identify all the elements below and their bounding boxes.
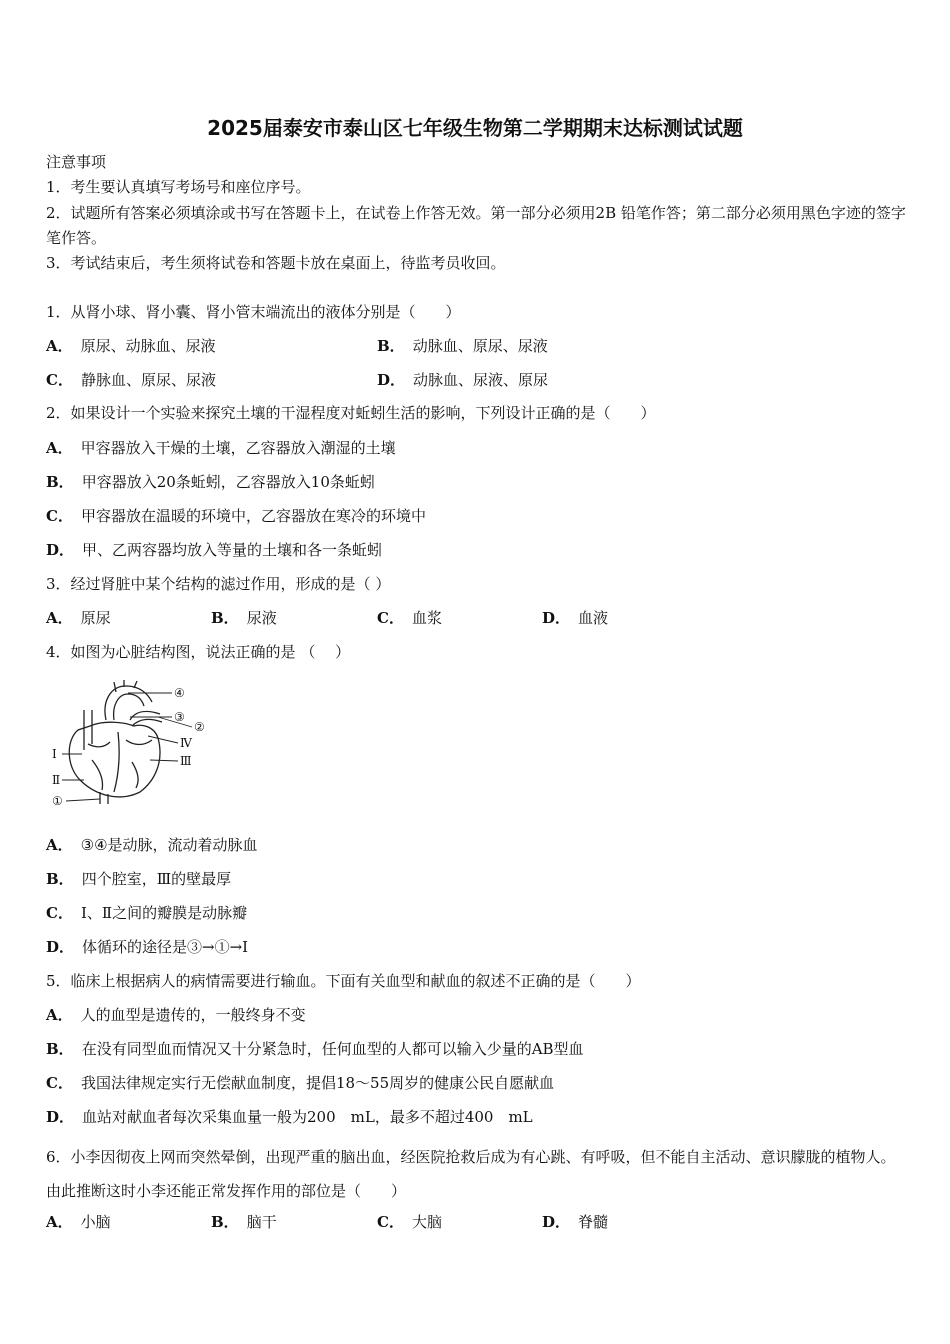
option-c — [46, 1072, 554, 1094]
option-text: ③④是动脉，流动着动脉血 — [80, 836, 258, 854]
option-b — [46, 868, 231, 890]
option-c — [377, 1211, 442, 1233]
option-text: 原尿、动脉血、尿液 — [80, 337, 216, 355]
option-text: 脑干 — [246, 1213, 277, 1231]
option-text: 在没有同型血而情况又十分紧急时，任何血型的人都可以输入少量的AB型血 — [81, 1040, 584, 1058]
option-label: D． — [377, 371, 406, 389]
heart-outline — [69, 722, 160, 797]
option-label: A． — [46, 439, 73, 457]
option-c — [46, 369, 216, 391]
option-label: C． — [46, 1074, 73, 1092]
option-text: 血浆 — [411, 609, 442, 627]
option-text: 动脉血、尿液、原尿 — [413, 371, 549, 389]
option-b — [211, 1211, 277, 1233]
notes-heading: 注意事项 — [46, 153, 107, 171]
option-label: C． — [46, 371, 73, 389]
option-text: 体循环的途径是③→①→Ⅰ — [82, 938, 249, 956]
option-d — [46, 1106, 533, 1128]
option-label: C． — [377, 1213, 404, 1231]
option-d — [46, 936, 248, 958]
option-label: B． — [211, 1213, 239, 1231]
option-a — [46, 1004, 306, 1026]
option-b — [46, 1038, 584, 1060]
option-a — [46, 1211, 111, 1233]
option-label: A． — [46, 1006, 73, 1024]
option-text: 原尿 — [80, 609, 111, 627]
note-item: 1．考生要认真填写考场号和座位序号。 — [46, 178, 311, 196]
option-label: D． — [46, 1108, 75, 1126]
figure-label-4: ④ — [174, 686, 185, 700]
figure-label-2: ② — [194, 720, 205, 734]
option-label: C． — [46, 507, 73, 525]
option-d — [542, 1211, 608, 1233]
option-text: 甲容器放入20条蚯蚓，乙容器放入10条蚯蚓 — [81, 473, 375, 491]
option-label: B． — [211, 609, 239, 627]
option-label: B． — [46, 473, 74, 491]
option-label: A． — [46, 1213, 73, 1231]
option-label: C． — [46, 904, 73, 922]
figure-label-I: Ⅰ — [52, 747, 57, 761]
option-label: B． — [46, 870, 74, 888]
option-d — [377, 369, 548, 391]
option-label: D． — [46, 541, 75, 559]
figure-label-1: ① — [52, 794, 63, 808]
note-item: 2．试题所有答案必须填涂或书写在答题卡上，在试卷上作答无效。第一部分必须用2B 铅笔作答；第二部分必须用黑色字迹的签字笔作答。 — [46, 204, 906, 247]
page-title: 2025届泰安市泰山区七年级生物第二学期期末达标测试试题 — [207, 116, 743, 140]
figure-label-3: ③ — [174, 710, 185, 724]
question-stem: 4．如图为心脏结构图，说法正确的是 （ ） — [46, 643, 351, 661]
option-d — [542, 607, 608, 629]
question-stem: 2．如果设计一个实验来探究土壤的干湿程度对蚯蚓生活的影响，下列设计正确的是（ ） — [46, 404, 656, 422]
option-text: Ⅰ、Ⅱ之间的瓣膜是动脉瓣 — [80, 904, 248, 922]
question-stem: 6．小李因彻夜上网而突然晕倒，出现严重的脑出血，经医院抢救后成为有心跳、有呼吸，但不能自主活动、意识朦胧的植物人。由此推断这时小李还能正常发挥作用的部位是（ ） — [46, 1148, 896, 1200]
option-text: 小脑 — [80, 1213, 111, 1231]
question-stem: 5．临床上根据病人的病情需要进行输血。下面有关血型和献血的叙述不正确的是（ ） — [46, 972, 641, 990]
option-text: 尿液 — [246, 609, 277, 627]
option-text: 甲容器放在温暖的环境中，乙容器放在寒冷的环境中 — [80, 507, 426, 525]
option-label: C． — [377, 609, 404, 627]
option-text: 我国法律规定实行无偿献血制度，提倡18～55周岁的健康公民自愿献血 — [80, 1074, 555, 1092]
figure-label-III: Ⅲ — [180, 754, 192, 768]
option-label: B． — [377, 337, 405, 355]
option-text: 脊髓 — [578, 1213, 609, 1231]
option-label: A． — [46, 337, 73, 355]
option-text: 静脉血、原尿、尿液 — [80, 371, 216, 389]
option-d — [46, 539, 382, 561]
option-text: 人的血型是遗传的，一般终身不变 — [80, 1006, 306, 1024]
option-b — [211, 607, 277, 629]
option-c — [377, 607, 442, 629]
option-label: B． — [46, 1040, 74, 1058]
note-item: 3．考试结束后，考生须将试卷和答题卡放在桌面上，待监考员收回。 — [46, 254, 506, 272]
option-a — [46, 834, 258, 856]
question-stem: 1．从肾小球、肾小囊、肾小管末端流出的液体分别是（ ） — [46, 303, 461, 321]
option-a — [46, 607, 111, 629]
option-text: 大脑 — [411, 1213, 442, 1231]
option-text: 血站对献血者每次采集血量一般为200 mL，最多不超过400 mL — [82, 1108, 533, 1126]
figure-label-II: Ⅱ — [52, 773, 61, 787]
aorta-arch — [105, 686, 152, 720]
figure-label-IV: Ⅳ — [180, 736, 192, 750]
option-c — [46, 505, 426, 527]
option-text: 动脉血、原尿、尿液 — [412, 337, 548, 355]
option-text: 四个腔室，Ⅲ的壁最厚 — [81, 870, 232, 888]
option-text: 甲、乙两容器均放入等量的土壤和各一条蚯蚓 — [82, 541, 383, 559]
option-b — [46, 471, 375, 493]
option-a — [46, 437, 396, 459]
option-label: A． — [46, 609, 73, 627]
option-label: D． — [542, 609, 571, 627]
option-label: A． — [46, 836, 73, 854]
option-label: D． — [46, 938, 75, 956]
option-text: 血液 — [578, 609, 609, 627]
option-a — [46, 335, 216, 357]
option-c — [46, 902, 247, 924]
option-b — [377, 335, 548, 357]
question-stem: 3．经过肾脏中某个结构的滤过作用，形成的是（ ） — [46, 575, 391, 593]
pulmonary-artery — [130, 712, 162, 726]
option-text: 甲容器放入干燥的土壤，乙容器放入潮湿的土壤 — [80, 439, 396, 457]
option-label: D． — [542, 1213, 571, 1231]
heart-diagram — [44, 680, 224, 810]
